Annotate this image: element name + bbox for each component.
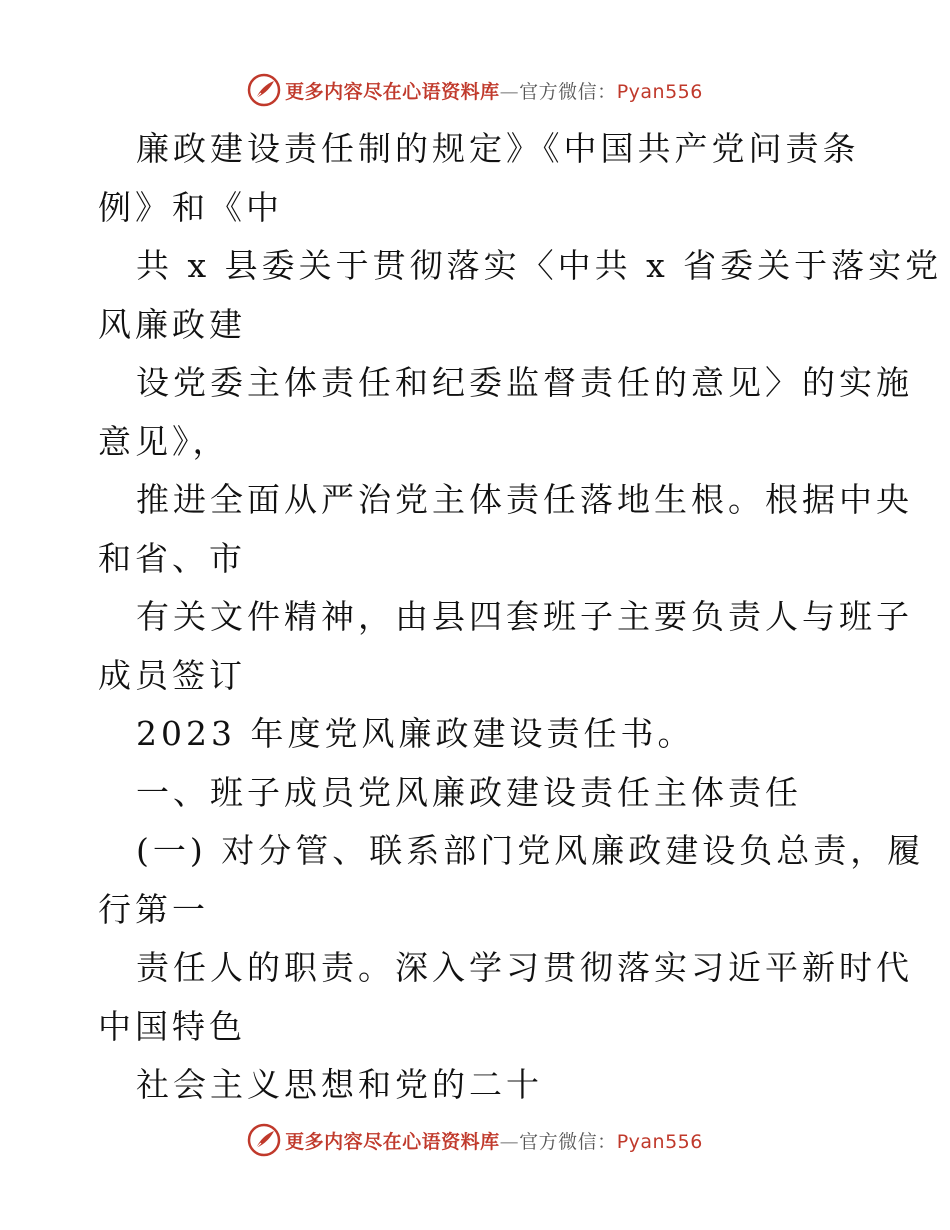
banner-text — [285, 1127, 703, 1154]
paragraph-line: 共 x 县委关于贯彻落实〈中共 x 省委关于落实党 — [136, 246, 943, 285]
paragraph-line: (一) 对分管、联系部门党风廉政建设负总责，履 — [136, 831, 925, 870]
banner-title: 更多内容尽在心语资料库 — [285, 80, 500, 103]
banner-wechat-id: Pyan556 — [616, 80, 703, 103]
banner-text — [285, 77, 703, 104]
header-banner — [0, 70, 950, 110]
paragraph-line: 2023 年度党风廉政建设责任书。 — [136, 714, 695, 753]
banner-wechat-label: 官方微信： — [519, 80, 617, 103]
banner-wechat-label: 官方微信： — [519, 1130, 617, 1153]
footer-banner — [0, 1120, 950, 1160]
feather-pen-logo-icon — [247, 73, 281, 107]
paragraph-line: 成员签订 — [98, 655, 246, 695]
paragraph-line: 有关文件精神，由县四套班子主要负责人与班子 — [136, 597, 913, 636]
paragraph-line: 责任人的职责。深入学习贯彻落实习近平新时代 — [136, 948, 913, 987]
paragraph-line: 和省、市 — [98, 538, 246, 578]
paragraph-line: 廉政建设责任制的规定》《中国共产党问责条 — [136, 129, 860, 168]
paragraph-line: 设党委主体责任和纪委监督责任的意见〉的实施 — [136, 363, 913, 402]
banner-separator: — — [499, 1130, 520, 1153]
document-body — [98, 120, 943, 1115]
paragraph-line: 社会主义思想和党的二十 — [136, 1065, 543, 1104]
paragraph-line: 推进全面从严治党主体责任落地生根。根据中央 — [136, 480, 913, 519]
feather-pen-logo-icon — [247, 1123, 281, 1157]
banner-title: 更多内容尽在心语资料库 — [285, 1130, 500, 1153]
paragraph-line: 行第一 — [98, 889, 209, 929]
section-heading: 一、班子成员党风廉政建设责任主体责任 — [136, 772, 802, 812]
paragraph-line: 例》和《中 — [98, 187, 283, 227]
paragraph-line: 意见》， — [98, 421, 230, 461]
banner-wechat-id: Pyan556 — [616, 1130, 703, 1153]
paragraph-line: 中国特色 — [98, 1006, 246, 1046]
banner-separator: — — [499, 80, 520, 103]
paragraph-line: 风廉政建 — [98, 304, 246, 344]
